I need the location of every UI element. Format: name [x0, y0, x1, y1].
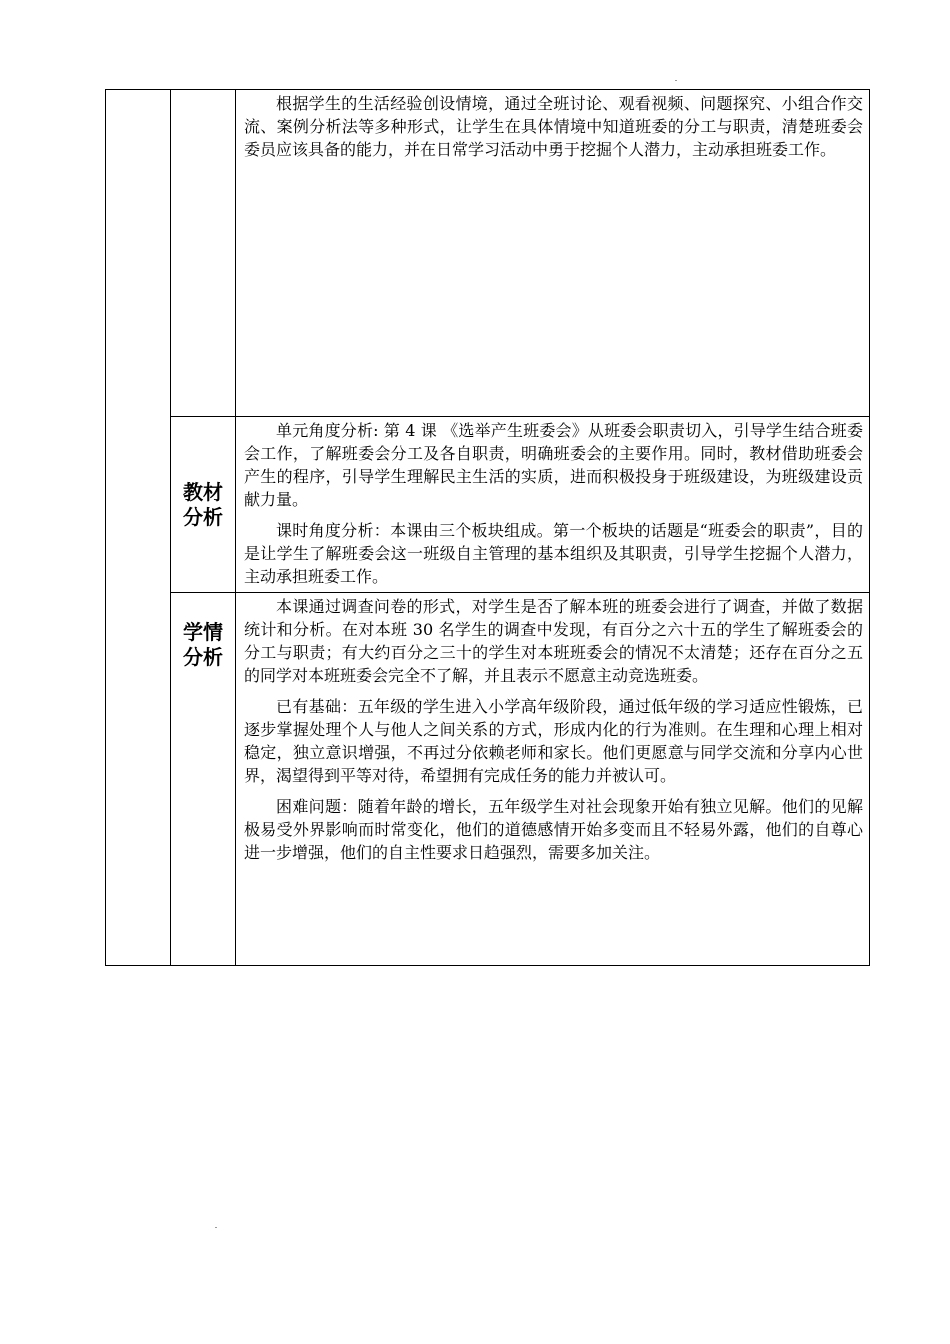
outer-category-cell — [106, 90, 171, 966]
table-row — [106, 593, 870, 966]
table-row — [106, 417, 870, 593]
paragraph: 困难问题：随着年龄的增长，五年级学生对社会现象开始有独立见解。他们的见解极易受外界影响而时常变化，他们的道德感情开始多变而且不轻易外露，他们的自尊心进一步增强，他们的自主性要求日趋强烈，需要多加关注。 — [244, 797, 863, 862]
paragraph: 单元角度分析: 第 4 课 《选举产生班委会》从班委会职责切入，引导学生结合班委会工作，了解班委会分工及各自职责，明确班委会的主要作用。同时，教材借助班委会产生的程序，引导学生理解民主生活的实质，进而积极投身于班级建设，为班级建设贡献力量。 — [244, 421, 863, 509]
row-content-cell — [236, 417, 870, 593]
textbook-analysis-label — [181, 480, 225, 530]
row-content-cell — [236, 90, 870, 417]
label-line: 教材 — [183, 479, 223, 504]
paragraph: 已有基础：五年级的学生进入小学高年级阶段，通过低年级的学习适应性锻炼，已逐步掌握处理个人与他人之间关系的方式，形成内化的行为准则。在生理和心理上相对稳定，独立意识增强，不再过分依赖老师和家长。他们更愿意与同学交流和分享内心世界，渴望得到平等对待，希望拥有完成任务的能力并被认可。 — [244, 697, 863, 785]
teaching-methods-text — [236, 90, 869, 161]
scan-mark — [675, 80, 677, 81]
row-label-cell — [171, 90, 236, 417]
label-line: 学情 — [183, 620, 223, 644]
paragraph: 课时角度分析：本课由三个板块组成。第一个板块的话题是“班委会的职责”，目的是让学生了解班委会这一班级自主管理的基本组织及其职责，引导学生挖掘个人潜力，主动承担班委工作。 — [244, 521, 863, 586]
label-line: 分析 — [183, 504, 223, 529]
row-label-cell — [171, 417, 236, 593]
student-analysis-text — [236, 593, 869, 864]
row-content-cell — [236, 593, 870, 966]
lesson-plan-table — [105, 89, 870, 966]
student-analysis-label — [181, 620, 225, 670]
table-row — [106, 90, 870, 417]
label-line: 分析 — [183, 645, 223, 669]
paragraph: 本课通过调查问卷的形式，对学生是否了解本班的班委会进行了调查，并做了数据统计和分析。在对本班 30 名学生的调查中发现，有百分之六十五的学生了解班委会的分工与职责；有大约百分之三十的学生对本班班委会的情况不太清楚；还存在百分之五的同学对本班班委会完全不了解，并且表示不愿意主动竞选班委。 — [244, 597, 863, 685]
scan-mark — [215, 1227, 217, 1228]
textbook-analysis-text — [236, 417, 869, 588]
row-label-cell — [171, 593, 236, 966]
paragraph: 根据学生的生活经验创设情境，通过全班讨论、观看视频、问题探究、小组合作交流、案例分析法等多种形式，让学生在具体情境中知道班委的分工与职责，清楚班委会委员应该具备的能力，并在日常学习活动中勇于挖掘个人潜力，主动承担班委工作。 — [244, 94, 863, 159]
